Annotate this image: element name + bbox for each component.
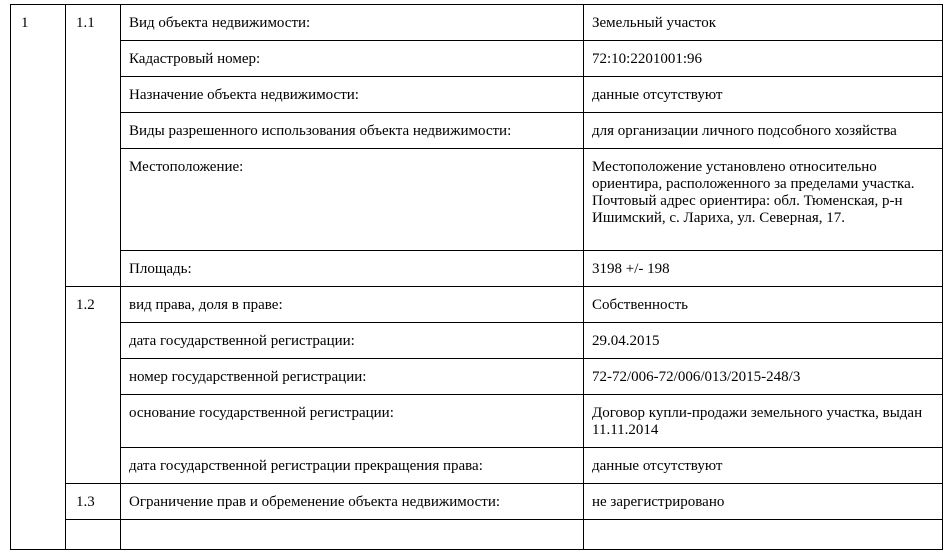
table-row (11, 5, 943, 41)
row-value-empty (584, 520, 943, 550)
table-row (11, 113, 943, 149)
section-number: 1 (11, 5, 66, 550)
row-value: 72:10:2201001:96 (584, 41, 943, 77)
row-value: для организации личного подсобного хозяйства (584, 113, 943, 149)
row-label: основание государственной регистрации: (121, 395, 584, 448)
subsection-number: 1.2 (66, 287, 121, 484)
table-row (11, 287, 943, 323)
row-value: Собственность (584, 287, 943, 323)
row-label: номер государственной регистрации: (121, 359, 584, 395)
table-row (11, 77, 943, 113)
row-label: Виды разрешенного использования объекта недвижимости: (121, 113, 584, 149)
row-value: Земельный участок (584, 5, 943, 41)
row-value: 72-72/006-72/006/013/2015-248/3 (584, 359, 943, 395)
table-row (11, 323, 943, 359)
row-label-empty (121, 520, 584, 550)
table-row (11, 149, 943, 251)
table-row-partial (11, 520, 943, 550)
row-label: дата государственной регистрации: (121, 323, 584, 359)
table-row (11, 251, 943, 287)
subsection-number-empty (66, 520, 121, 550)
table-row (11, 448, 943, 484)
row-label: вид права, доля в праве: (121, 287, 584, 323)
row-label: Кадастровый номер: (121, 41, 584, 77)
table-row (11, 395, 943, 448)
table-row (11, 359, 943, 395)
row-value: не зарегистрировано (584, 484, 943, 520)
row-label: Назначение объекта недвижимости: (121, 77, 584, 113)
row-label: Ограничение прав и обременение объекта недвижимости: (121, 484, 584, 520)
subsection-number: 1.3 (66, 484, 121, 520)
property-register-table (10, 4, 943, 550)
row-value: данные отсутствуют (584, 77, 943, 113)
row-label: Площадь: (121, 251, 584, 287)
row-value: Местоположение установлено относительно ориентира, расположенного за пределами участка. Почтовый адрес ориентира: обл. Тюменская, р-н Ишимский, с. Лариха, ул. Северная, 17. (584, 149, 943, 251)
row-value: 29.04.2015 (584, 323, 943, 359)
row-value: Договор купли-продажи земельного участка, выдан 11.11.2014 (584, 395, 943, 448)
table-row (11, 41, 943, 77)
subsection-number: 1.1 (66, 5, 121, 287)
row-label: дата государственной регистрации прекращения права: (121, 448, 584, 484)
row-label: Вид объекта недвижимости: (121, 5, 584, 41)
row-value: данные отсутствуют (584, 448, 943, 484)
row-value: 3198 +/- 198 (584, 251, 943, 287)
row-label: Местоположение: (121, 149, 584, 251)
register-extract-sheet (10, 4, 942, 550)
